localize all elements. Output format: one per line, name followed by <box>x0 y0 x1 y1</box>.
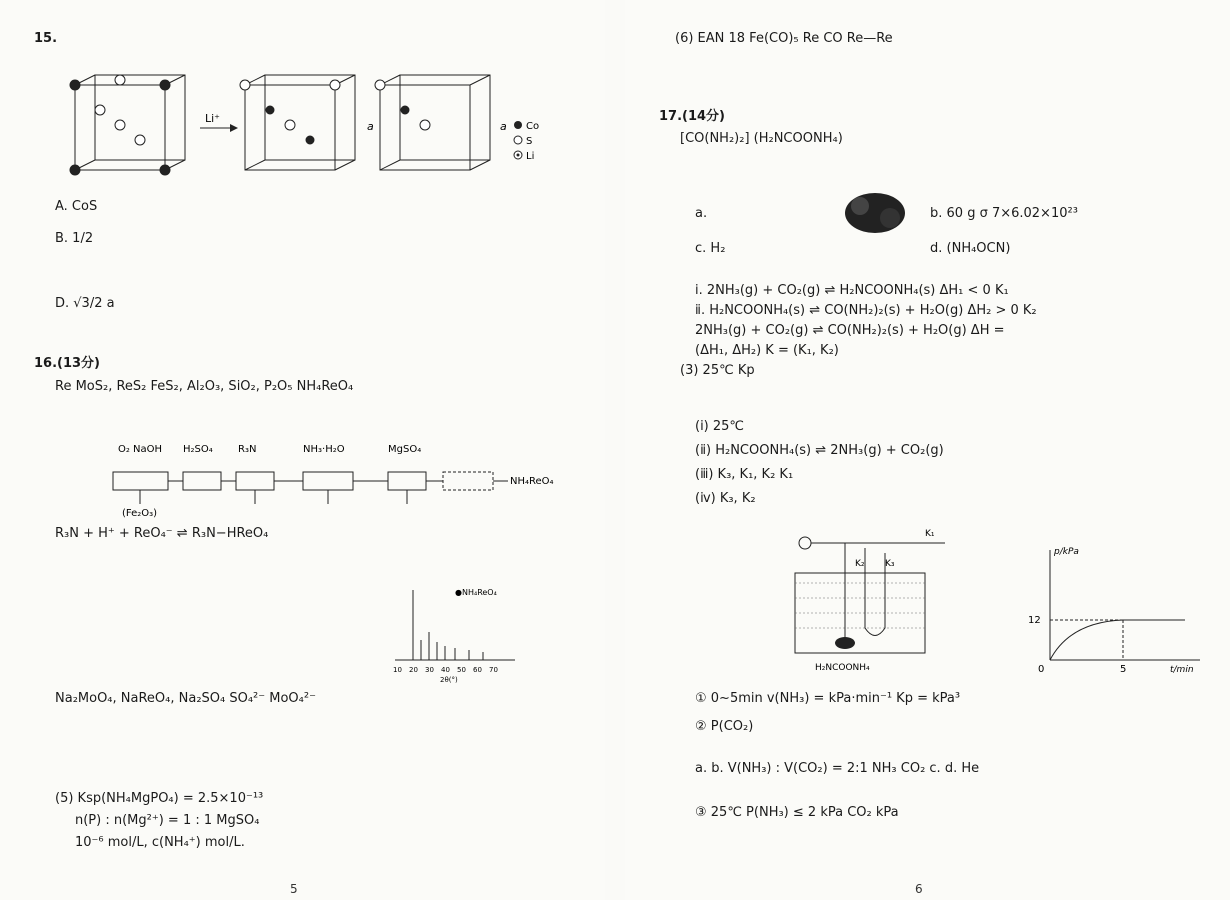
q17-formulas: [CO(NH₂)₂] (H₂NCOONH₄) <box>680 131 843 146</box>
xrd-tick-40: 40 <box>441 666 450 674</box>
apparatus-figure <box>745 528 965 682</box>
crystal-structures-figure <box>60 70 550 194</box>
procedure-step-3: (ⅲ) K₃, K₁, K₂ K₁ <box>695 467 794 482</box>
left-page <box>0 0 605 900</box>
q17-1-option-c: c. H₂ <box>695 241 726 256</box>
valve-k3-label: K₃ <box>885 559 895 569</box>
q16-ions: Na₂MoO₄, NaReO₄, Na₂SO₄ SO₄²⁻ MoO₄²⁻ <box>55 691 316 706</box>
flow-product: NH₄ReO₄ <box>510 476 554 487</box>
xrd-xlabel: 2θ(°) <box>440 676 458 684</box>
xrd-tick-30: 30 <box>425 666 434 674</box>
q17-3-part-2-options: a. b. V(NH₃) : V(CO₂) = 2:1 NH₃ CO₂ c. d. He <box>695 761 980 776</box>
a-label-2: a <box>367 120 374 133</box>
flow-reagent-2: H₂SO₄ <box>183 444 213 455</box>
q16-5-ksp: (5) Ksp(NH₄MgPO₄) = 2.5×10⁻¹³ <box>55 791 264 806</box>
a-label-3: a <box>500 120 507 133</box>
valve-k2-label: K₂ <box>855 559 865 569</box>
solid-label: H₂NCOONH₄ <box>815 663 870 673</box>
q17-3-part-1: ① 0~5min v(NH₃) = kPa·min⁻¹ Kp = kPa³ <box>695 691 961 706</box>
total-reaction: 2NH₃(g) + CO₂(g) ⇌ CO(NH₂)₂(s) + H₂O(g) ΔH = <box>695 323 1005 338</box>
procedure-step-4: (ⅳ) K₃, K₂ <box>695 491 756 506</box>
graph-origin: 0 <box>1038 664 1045 675</box>
graph-xlabel: t/min <box>1170 665 1194 675</box>
structure-1 <box>70 75 185 175</box>
xrd-tick-20: 20 <box>409 666 418 674</box>
total-reaction-hint: (ΔH₁, ΔH₂) K = (K₁, K₂) <box>695 343 839 358</box>
urea-space-filling-model <box>840 188 910 242</box>
extraction-equilibrium: R₃N + H⁺ + ReO₄⁻ ⇌ R₃N−HReO₄ <box>55 526 269 541</box>
option-b: B. 1/2 <box>55 231 94 246</box>
reaction-step-i: ⅰ. 2NH₃(g) + CO₂(g) ⇌ H₂NCOONH₄(s) ΔH₁ < 0 K₁ <box>695 283 1009 298</box>
flow-residue-1: (Fe₂O₃) <box>122 508 158 519</box>
question-15-number: 15. <box>34 31 58 46</box>
graph-ylabel: p/kPa <box>1054 547 1079 557</box>
legend-co: Co <box>526 121 540 132</box>
page-number-left: 5 <box>290 882 298 896</box>
right-page <box>625 0 1230 900</box>
q16-6: (6) EAN 18 Fe(CO)₅ Re CO Re—Re <box>675 31 893 46</box>
q16-5-conc: 10⁻⁶ mol/L, c(NH₄⁺) mol/L. <box>75 835 245 850</box>
q17-1-option-a: a. <box>695 206 708 221</box>
flow-reagent-1: O₂ NaOH <box>118 444 163 455</box>
question-16-number: 16.(13分) <box>34 356 101 371</box>
li-arrow-label: Li⁺ <box>205 112 220 125</box>
q16-5-ratio: n(P) : n(Mg²⁺) = 1 : 1 MgSO₄ <box>75 813 260 828</box>
legend-li: Li <box>526 151 535 162</box>
graph-y-value: 12 <box>1028 615 1041 626</box>
xrd-tick-60: 60 <box>473 666 482 674</box>
flow-reagent-5: MgSO₄ <box>388 444 422 455</box>
q17-1-option-b: b. 60 g σ 7×6.02×10²³ <box>930 206 1078 221</box>
pressure-time-graph <box>1010 540 1210 684</box>
structure-3 <box>375 75 490 170</box>
option-a: A. CoS <box>55 199 98 214</box>
flow-reagent-4: NH₃·H₂O <box>303 444 345 455</box>
flow-reagent-3: R₃N <box>238 444 257 455</box>
xrd-pattern-figure <box>385 580 525 694</box>
q17-3-part-3: ③ 25℃ P(NH₃) ≤ 2 kPa CO₂ kPa <box>695 805 899 820</box>
process-flow-diagram <box>58 440 554 524</box>
reaction-step-ii: ⅱ. H₂NCOONH₄(s) ⇌ CO(NH₂)₂(s) + H₂O(g) ΔH₂ > 0 K₂ <box>695 303 1037 318</box>
question-17-number: 17.(14分) <box>659 109 726 124</box>
xrd-tick-70: 70 <box>489 666 498 674</box>
page-number-right: 6 <box>915 882 923 896</box>
legend-s: S <box>526 136 533 147</box>
procedure-step-2: (ⅱ) H₂NCOONH₄(s) ⇌ 2NH₃(g) + CO₂(g) <box>695 443 944 458</box>
structure-2 <box>240 75 355 170</box>
xrd-legend: ●NH₄ReO₄ <box>455 588 497 597</box>
xrd-tick-10: 10 <box>393 666 402 674</box>
procedure-step-1: (ⅰ) 25℃ <box>695 419 745 434</box>
graph-x-value: 5 <box>1120 664 1127 675</box>
q17-3-intro: (3) 25℃ Kp <box>680 363 755 378</box>
q16-formulas: Re MoS₂, ReS₂ FeS₂, Al₂O₃, SiO₂, P₂O₅ NH₄ReO₄ <box>55 379 354 394</box>
valve-k1-label: K₁ <box>925 529 935 539</box>
q17-1-option-d: d. (NH₄OCN) <box>930 241 1011 256</box>
option-d: D. √3/2 a <box>55 296 115 311</box>
q17-3-part-2: ② P(CO₂) <box>695 719 754 734</box>
xrd-tick-50: 50 <box>457 666 466 674</box>
